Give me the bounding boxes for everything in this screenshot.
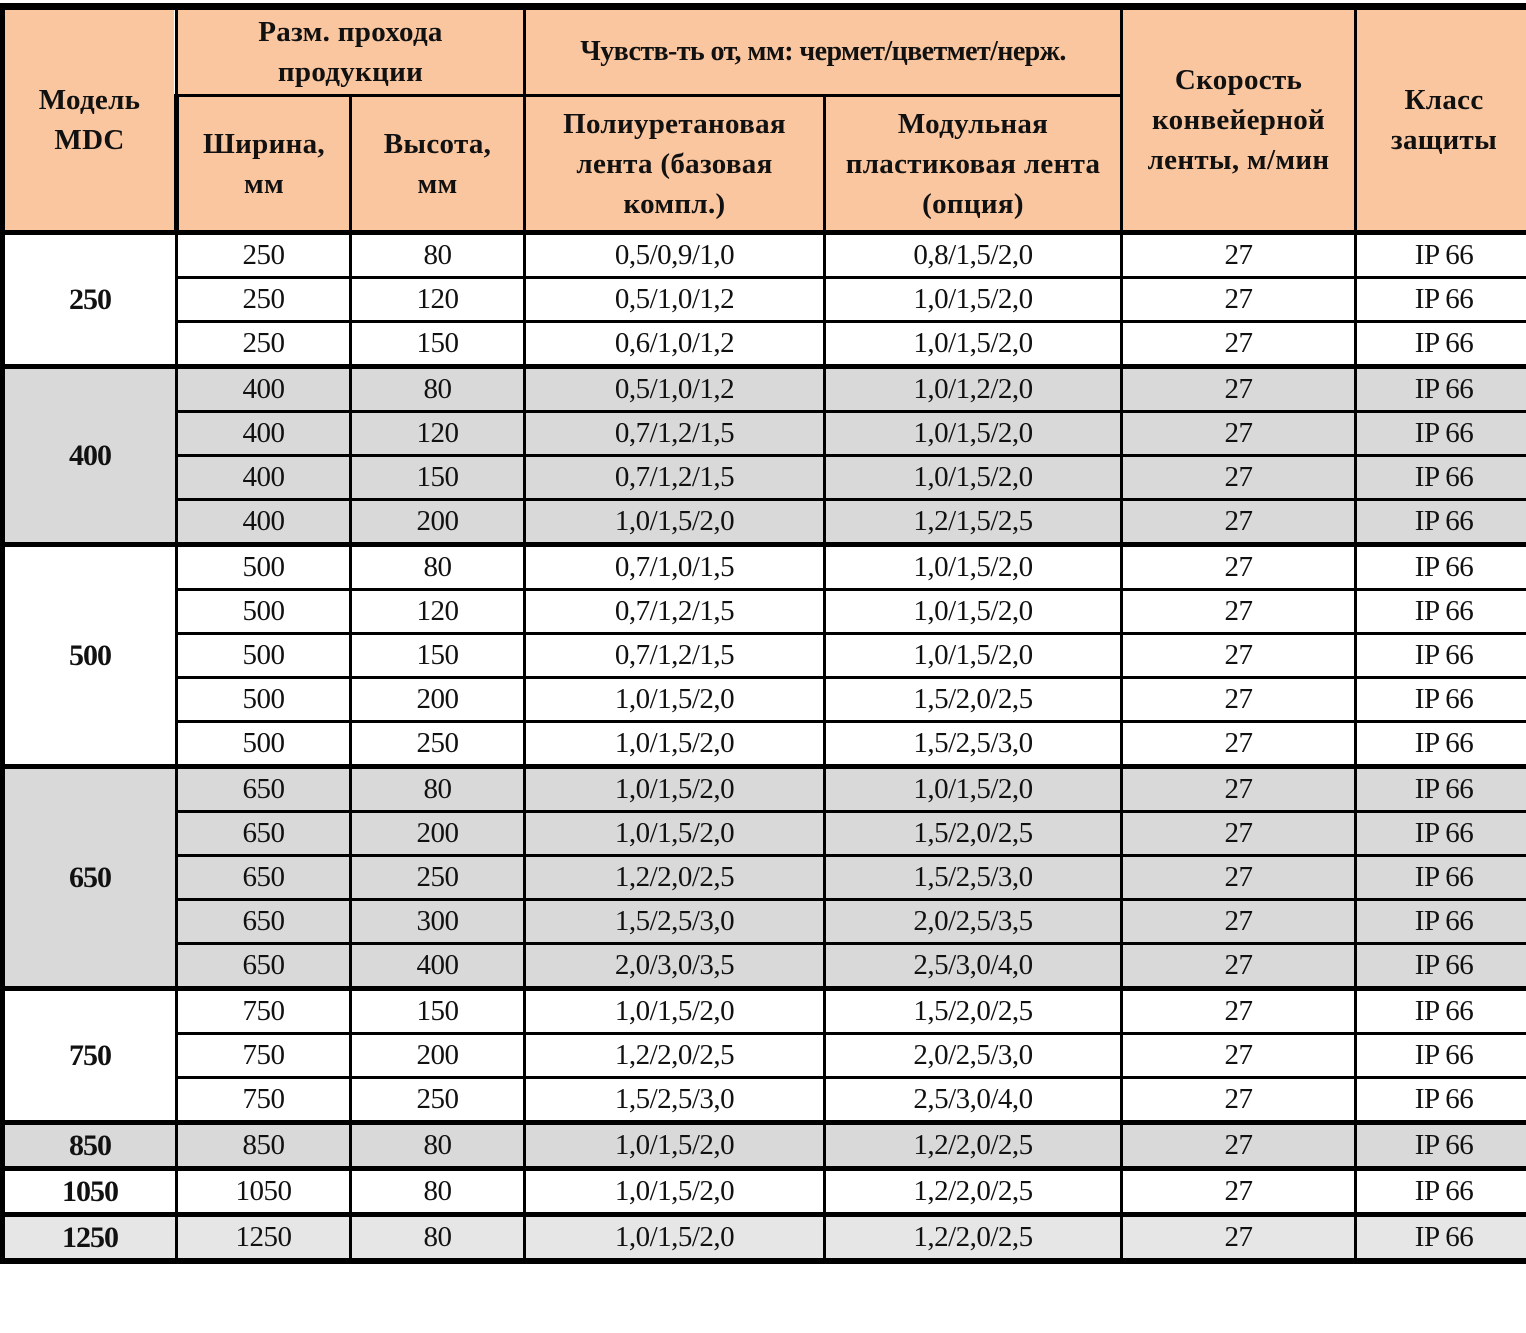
cell-pu-sensitivity: 1,0/1,5/2,0	[525, 1215, 825, 1262]
cell-height: 150	[351, 322, 525, 367]
cell-pu-sensitivity: 0,5/1,0/1,2	[525, 367, 825, 412]
table-row	[3, 722, 1526, 767]
cell-belt-speed: 27	[1122, 412, 1356, 456]
cell-modular-sensitivity: 2,5/3,0/4,0	[825, 1078, 1122, 1123]
cell-belt-speed: 27	[1122, 812, 1356, 856]
cell-pu-sensitivity: 0,7/1,2/1,5	[525, 456, 825, 500]
header-speed-line: конвейерной	[1152, 104, 1326, 136]
cell-height: 200	[351, 500, 525, 545]
cell-width: 650	[177, 944, 351, 989]
cell-pu-sensitivity: 0,7/1,2/1,5	[525, 412, 825, 456]
table-row	[3, 322, 1526, 367]
cell-width: 650	[177, 767, 351, 812]
specs-table-container	[0, 3, 1526, 1264]
header-speed-line: Скорость	[1174, 64, 1303, 96]
table-body	[3, 233, 1526, 1262]
cell-modular-sensitivity: 1,2/1,5/2,5	[825, 500, 1122, 545]
table-row	[3, 1215, 1526, 1262]
cell-belt-speed: 27	[1122, 500, 1356, 545]
cell-protection-class: IP 66	[1356, 233, 1526, 278]
cell-protection-class: IP 66	[1356, 856, 1526, 900]
table-row	[3, 1034, 1526, 1078]
header-passage-size	[177, 7, 525, 96]
cell-belt-speed: 27	[1122, 1169, 1356, 1215]
cell-width: 650	[177, 856, 351, 900]
cell-protection-class: IP 66	[1356, 722, 1526, 767]
cell-belt-speed: 27	[1122, 590, 1356, 634]
cell-belt-speed: 27	[1122, 1034, 1356, 1078]
header-protection-class	[1356, 7, 1526, 233]
cell-height: 400	[351, 944, 525, 989]
cell-height: 120	[351, 412, 525, 456]
cell-modular-sensitivity: 1,2/2,0/2,5	[825, 1123, 1122, 1169]
cell-protection-class: IP 66	[1356, 590, 1526, 634]
cell-width: 250	[177, 322, 351, 367]
cell-width: 750	[177, 989, 351, 1034]
cell-pu-sensitivity: 1,0/1,5/2,0	[525, 1169, 825, 1215]
table-row	[3, 500, 1526, 545]
cell-protection-class: IP 66	[1356, 900, 1526, 944]
metal-detector-specs-table	[0, 3, 1526, 1264]
cell-width: 500	[177, 634, 351, 678]
cell-width: 650	[177, 900, 351, 944]
table-row	[3, 278, 1526, 322]
cell-modular-sensitivity: 1,0/1,5/2,0	[825, 412, 1122, 456]
header-height	[351, 96, 525, 233]
cell-modular-sensitivity: 1,5/2,5/3,0	[825, 722, 1122, 767]
table-row	[3, 590, 1526, 634]
cell-height: 200	[351, 1034, 525, 1078]
cell-model: 400	[3, 367, 177, 545]
cell-model: 1250	[3, 1215, 177, 1262]
cell-modular-sensitivity: 2,0/2,5/3,0	[825, 1034, 1122, 1078]
cell-height: 120	[351, 278, 525, 322]
header-modular-line: пластиковая лента	[845, 147, 1101, 180]
cell-height: 80	[351, 1123, 525, 1169]
cell-protection-class: IP 66	[1356, 412, 1526, 456]
cell-width: 500	[177, 590, 351, 634]
cell-height: 200	[351, 812, 525, 856]
cell-protection-class: IP 66	[1356, 322, 1526, 367]
cell-height: 80	[351, 1169, 525, 1215]
header-model	[3, 7, 177, 233]
cell-modular-sensitivity: 1,0/1,2/2,0	[825, 367, 1122, 412]
cell-pu-sensitivity: 0,7/1,0/1,5	[525, 545, 825, 590]
header-width-line: мм	[243, 167, 285, 200]
cell-modular-sensitivity: 1,2/2,0/2,5	[825, 1169, 1122, 1215]
header-pu-line: лента (базовая	[576, 147, 773, 180]
cell-modular-sensitivity: 1,5/2,0/2,5	[825, 812, 1122, 856]
cell-pu-sensitivity: 1,5/2,5/3,0	[525, 1078, 825, 1123]
cell-belt-speed: 27	[1122, 1078, 1356, 1123]
cell-protection-class: IP 66	[1356, 1123, 1526, 1169]
cell-modular-sensitivity: 1,5/2,0/2,5	[825, 678, 1122, 722]
cell-belt-speed: 27	[1122, 278, 1356, 322]
cell-modular-sensitivity: 1,5/2,0/2,5	[825, 989, 1122, 1034]
table-row	[3, 856, 1526, 900]
cell-modular-sensitivity: 0,8/1,5/2,0	[825, 233, 1122, 278]
cell-height: 300	[351, 900, 525, 944]
cell-height: 250	[351, 856, 525, 900]
table-row	[3, 989, 1526, 1034]
cell-modular-sensitivity: 1,0/1,5/2,0	[825, 634, 1122, 678]
cell-protection-class: IP 66	[1356, 989, 1526, 1034]
cell-protection-class: IP 66	[1356, 1034, 1526, 1078]
cell-width: 400	[177, 367, 351, 412]
cell-model: 850	[3, 1123, 177, 1169]
header-passage-line: продукции	[277, 56, 424, 88]
cell-height: 80	[351, 545, 525, 590]
cell-belt-speed: 27	[1122, 722, 1356, 767]
cell-width: 1050	[177, 1169, 351, 1215]
header-modular-line: Модульная	[897, 107, 1049, 140]
cell-pu-sensitivity: 1,0/1,5/2,0	[525, 678, 825, 722]
cell-height: 150	[351, 989, 525, 1034]
table-row	[3, 367, 1526, 412]
cell-height: 150	[351, 456, 525, 500]
header-model-line: Модель	[38, 84, 141, 116]
cell-modular-sensitivity: 1,0/1,5/2,0	[825, 278, 1122, 322]
cell-protection-class: IP 66	[1356, 1078, 1526, 1123]
cell-model: 1050	[3, 1169, 177, 1215]
cell-protection-class: IP 66	[1356, 634, 1526, 678]
cell-pu-sensitivity: 1,0/1,5/2,0	[525, 500, 825, 545]
cell-belt-speed: 27	[1122, 367, 1356, 412]
cell-height: 200	[351, 678, 525, 722]
cell-width: 400	[177, 500, 351, 545]
cell-belt-speed: 27	[1122, 322, 1356, 367]
cell-belt-speed: 27	[1122, 1123, 1356, 1169]
cell-width: 250	[177, 233, 351, 278]
cell-protection-class: IP 66	[1356, 278, 1526, 322]
cell-protection-class: IP 66	[1356, 944, 1526, 989]
table-row	[3, 1123, 1526, 1169]
table-row	[3, 456, 1526, 500]
table-row	[3, 767, 1526, 812]
cell-belt-speed: 27	[1122, 678, 1356, 722]
cell-modular-sensitivity: 2,5/3,0/4,0	[825, 944, 1122, 989]
table-row	[3, 233, 1526, 278]
cell-modular-sensitivity: 1,5/2,5/3,0	[825, 856, 1122, 900]
cell-belt-speed: 27	[1122, 456, 1356, 500]
cell-width: 250	[177, 278, 351, 322]
header-belt-speed	[1122, 7, 1356, 233]
table-row	[3, 944, 1526, 989]
header-width	[177, 96, 351, 233]
cell-pu-sensitivity: 0,7/1,2/1,5	[525, 590, 825, 634]
cell-height: 120	[351, 590, 525, 634]
header-model-line: MDC	[54, 124, 125, 156]
cell-protection-class: IP 66	[1356, 812, 1526, 856]
cell-height: 80	[351, 367, 525, 412]
cell-pu-sensitivity: 1,0/1,5/2,0	[525, 989, 825, 1034]
cell-belt-speed: 27	[1122, 856, 1356, 900]
cell-width: 850	[177, 1123, 351, 1169]
cell-pu-sensitivity: 0,7/1,2/1,5	[525, 634, 825, 678]
table-row	[3, 545, 1526, 590]
cell-belt-speed: 27	[1122, 944, 1356, 989]
header-protection-line: защиты	[1390, 124, 1498, 156]
header-modular-belt	[825, 96, 1122, 233]
cell-protection-class: IP 66	[1356, 1215, 1526, 1262]
cell-width: 500	[177, 722, 351, 767]
cell-height: 80	[351, 1215, 525, 1262]
header-pu-line: компл.)	[623, 187, 726, 220]
cell-belt-speed: 27	[1122, 900, 1356, 944]
cell-modular-sensitivity: 2,0/2,5/3,5	[825, 900, 1122, 944]
cell-belt-speed: 27	[1122, 233, 1356, 278]
header-height-line: Высота,	[383, 127, 492, 160]
header-protection-line: Класс	[1404, 84, 1484, 116]
cell-modular-sensitivity: 1,0/1,5/2,0	[825, 456, 1122, 500]
cell-modular-sensitivity: 1,0/1,5/2,0	[825, 767, 1122, 812]
cell-height: 150	[351, 634, 525, 678]
cell-modular-sensitivity: 1,0/1,5/2,0	[825, 322, 1122, 367]
cell-width: 500	[177, 545, 351, 590]
cell-belt-speed: 27	[1122, 767, 1356, 812]
cell-width: 750	[177, 1078, 351, 1123]
cell-pu-sensitivity: 1,2/2,0/2,5	[525, 856, 825, 900]
header-passage-line: Разм. прохода	[258, 16, 443, 48]
cell-pu-sensitivity: 1,0/1,5/2,0	[525, 1123, 825, 1169]
cell-protection-class: IP 66	[1356, 367, 1526, 412]
cell-pu-sensitivity: 2,0/3,0/3,5	[525, 944, 825, 989]
header-speed-line: ленты, м/мин	[1147, 144, 1330, 176]
cell-width: 400	[177, 412, 351, 456]
header-sensitivity: Чувств-ть от, мм: чермет/цветмет/нерж.	[525, 7, 1122, 96]
table-header	[3, 7, 1526, 233]
cell-pu-sensitivity: 1,0/1,5/2,0	[525, 722, 825, 767]
header-width-line: Ширина,	[203, 127, 325, 160]
table-row	[3, 900, 1526, 944]
cell-protection-class: IP 66	[1356, 545, 1526, 590]
cell-modular-sensitivity: 1,0/1,5/2,0	[825, 545, 1122, 590]
cell-protection-class: IP 66	[1356, 678, 1526, 722]
cell-pu-sensitivity: 1,5/2,5/3,0	[525, 900, 825, 944]
cell-belt-speed: 27	[1122, 1215, 1356, 1262]
cell-model: 650	[3, 767, 177, 989]
cell-modular-sensitivity: 1,0/1,5/2,0	[825, 590, 1122, 634]
cell-protection-class: IP 66	[1356, 456, 1526, 500]
cell-belt-speed: 27	[1122, 634, 1356, 678]
table-row	[3, 634, 1526, 678]
header-pu-line: Полиуретановая	[563, 107, 786, 140]
cell-height: 250	[351, 722, 525, 767]
table-row	[3, 678, 1526, 722]
header-pu-belt	[525, 96, 825, 233]
cell-model: 750	[3, 989, 177, 1123]
cell-protection-class: IP 66	[1356, 500, 1526, 545]
cell-protection-class: IP 66	[1356, 767, 1526, 812]
cell-height: 250	[351, 1078, 525, 1123]
cell-height: 80	[351, 233, 525, 278]
table-row	[3, 1169, 1526, 1215]
header-height-line: мм	[417, 167, 458, 200]
cell-pu-sensitivity: 0,5/1,0/1,2	[525, 278, 825, 322]
cell-pu-sensitivity: 1,2/2,0/2,5	[525, 1034, 825, 1078]
cell-pu-sensitivity: 0,6/1,0/1,2	[525, 322, 825, 367]
cell-modular-sensitivity: 1,2/2,0/2,5	[825, 1215, 1122, 1262]
cell-model: 250	[3, 233, 177, 367]
cell-pu-sensitivity: 1,0/1,5/2,0	[525, 812, 825, 856]
cell-height: 80	[351, 767, 525, 812]
cell-width: 650	[177, 812, 351, 856]
cell-pu-sensitivity: 1,0/1,5/2,0	[525, 767, 825, 812]
table-row	[3, 812, 1526, 856]
cell-belt-speed: 27	[1122, 989, 1356, 1034]
cell-protection-class: IP 66	[1356, 1169, 1526, 1215]
cell-width: 400	[177, 456, 351, 500]
header-modular-line: (опция)	[922, 187, 1024, 220]
cell-width: 750	[177, 1034, 351, 1078]
cell-belt-speed: 27	[1122, 545, 1356, 590]
cell-model: 500	[3, 545, 177, 767]
cell-pu-sensitivity: 0,5/0,9/1,0	[525, 233, 825, 278]
table-row	[3, 1078, 1526, 1123]
cell-width: 500	[177, 678, 351, 722]
cell-width: 1250	[177, 1215, 351, 1262]
table-row	[3, 412, 1526, 456]
